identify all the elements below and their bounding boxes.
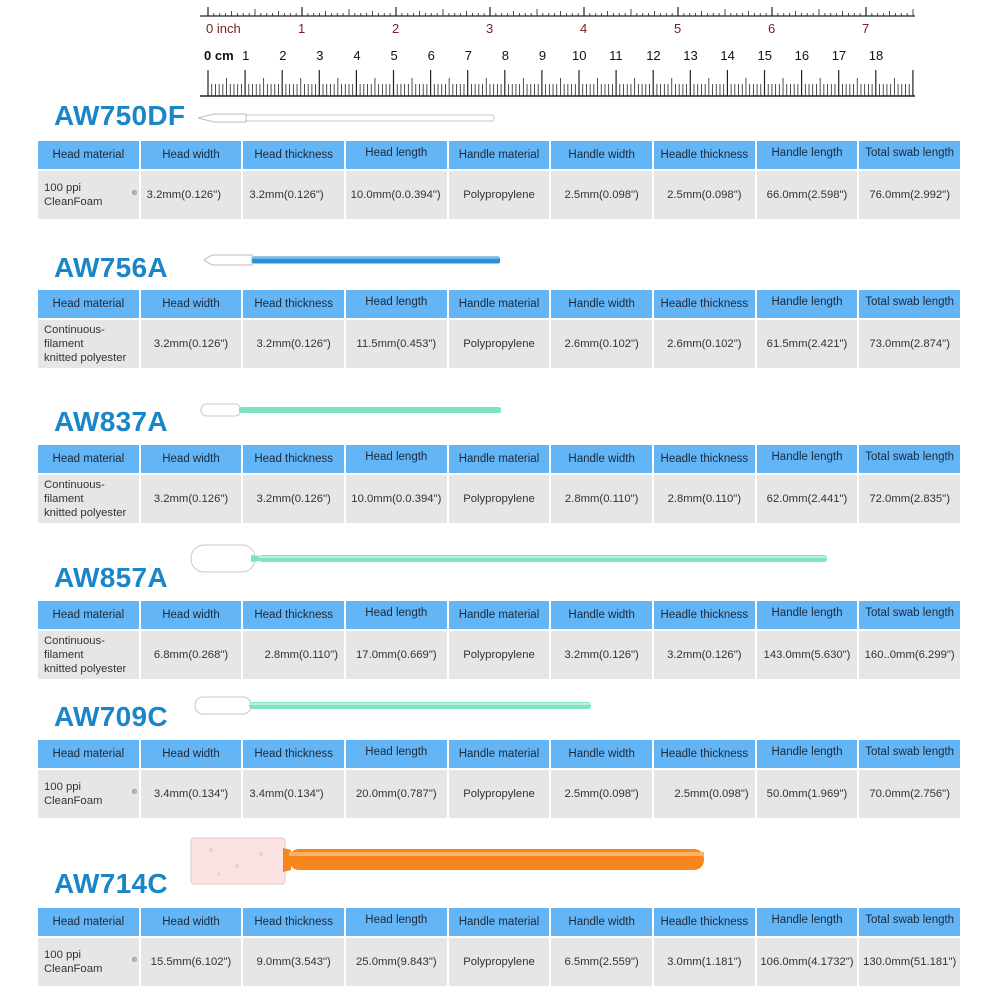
- value-head-width: 3.2mm(0.126"): [141, 171, 242, 219]
- value-total-length: 160..0mm(6.299"): [859, 631, 960, 679]
- value-head-length: 10.0mm(0.0.394"): [346, 475, 447, 523]
- cm-tick-label: 12: [646, 48, 661, 63]
- swab-image: [189, 543, 831, 575]
- swab-image: [193, 695, 595, 717]
- header-head-width: Head width: [141, 290, 242, 318]
- inch-tick-label: 5: [674, 21, 682, 36]
- cm-zero-label: 0 cm: [204, 48, 234, 63]
- header-head-width: Head width: [141, 908, 242, 936]
- value-handle-width: 2.6mm(0.102"): [551, 320, 652, 368]
- header-head-material: Head material: [38, 740, 139, 768]
- cm-tick-label: 5: [390, 48, 398, 63]
- value-head-material: 100 ppi CleanFoam ®: [38, 171, 139, 219]
- spec-table: [38, 290, 960, 368]
- header-handle-length: Handle length: [757, 141, 858, 169]
- header-handle-length: Handle length: [757, 601, 858, 629]
- header-head-material: Head material: [38, 290, 139, 318]
- cm-tick-label: 14: [720, 48, 735, 63]
- spec-table: [38, 141, 960, 219]
- header-handle-width: Handle width: [551, 141, 652, 169]
- value-handle-thickness: 3.0mm(1.181"): [654, 938, 755, 986]
- value-handle-material: Polypropylene: [449, 770, 550, 818]
- value-handle-length: 62.0mm(2.441"): [757, 475, 858, 523]
- value-handle-width: 2.5mm(0.098"): [551, 171, 652, 219]
- value-handle-material: Polypropylene: [449, 320, 550, 368]
- product-model-title: AW750DF: [54, 100, 186, 131]
- product-model-title: AW756A: [54, 252, 168, 283]
- value-head-width: 6.8mm(0.268"): [141, 631, 242, 679]
- value-handle-thickness: 2.6mm(0.102"): [654, 320, 755, 368]
- value-handle-width: 2.8mm(0.110"): [551, 475, 652, 523]
- value-handle-length: 50.0mm(1.969"): [757, 770, 858, 818]
- value-head-material: Continuous-filament knitted polyester: [38, 631, 139, 679]
- value-handle-width: 6.5mm(2.559"): [551, 938, 652, 986]
- value-handle-material: Polypropylene: [449, 475, 550, 523]
- inch-tick-label: 1: [298, 21, 306, 36]
- header-head-material: Head material: [38, 445, 139, 473]
- value-head-length: 25.0mm(9.843"): [346, 938, 447, 986]
- header-handle-material: Handle material: [449, 141, 550, 169]
- value-head-thickness: 3.2mm(0.126"): [243, 475, 344, 523]
- cm-tick-label: 6: [427, 48, 435, 63]
- value-head-width: 3.4mm(0.134"): [141, 770, 242, 818]
- header-handle-length: Handle length: [757, 445, 858, 473]
- inch-tick-label: 6: [768, 21, 776, 36]
- header-head-material: Head material: [38, 141, 139, 169]
- value-handle-thickness: 3.2mm(0.126"): [654, 631, 755, 679]
- header-handle-width: Handle width: [551, 908, 652, 936]
- value-head-thickness: 9.0mm(3.543"): [243, 938, 344, 986]
- value-head-width: 3.2mm(0.126"): [141, 320, 242, 368]
- cm-tick-label: 9: [538, 48, 547, 63]
- header-head-length: Head length: [346, 141, 447, 169]
- product-model-title: AW857A: [54, 562, 168, 593]
- cm-tick-label: 4: [353, 48, 361, 63]
- header-head-length: Head length: [346, 740, 447, 768]
- header-head-length: Head length: [346, 601, 447, 629]
- header-head-thickness: Head thickness: [243, 908, 344, 936]
- header-handle-material: Handle material: [449, 290, 550, 318]
- value-handle-thickness: 2.5mm(0.098"): [654, 171, 755, 219]
- header-handle-material: Handle material: [449, 601, 550, 629]
- header-total-length: Total swab length: [859, 908, 960, 936]
- value-handle-length: 61.5mm(2.421"): [757, 320, 858, 368]
- header-head-thickness: Head thickness: [243, 740, 344, 768]
- header-head-material: Head material: [38, 601, 139, 629]
- header-total-length: Total swab length: [859, 445, 960, 473]
- product-model-title: AW709C: [54, 701, 168, 732]
- inch-tick-label: 4: [580, 21, 588, 36]
- header-head-length: Head length: [346, 445, 447, 473]
- measurement-ruler: [200, 0, 915, 97]
- cm-tick-label: 13: [683, 48, 698, 63]
- header-handle-thickness: Headle thickness: [654, 601, 755, 629]
- product-model-title: AW837A: [54, 406, 168, 437]
- value-head-length: 17.0mm(0.669"): [346, 631, 447, 679]
- inch-tick-label: 3: [486, 21, 494, 36]
- value-head-thickness: 2.8mm(0.110"): [243, 631, 344, 679]
- value-total-length: 76.0mm(2.992"): [859, 171, 960, 219]
- header-total-length: Total swab length: [859, 290, 960, 318]
- value-total-length: 73.0mm(2.874"): [859, 320, 960, 368]
- header-head-thickness: Head thickness: [243, 445, 344, 473]
- cm-tick-label: 17: [831, 48, 847, 63]
- value-total-length: 70.0mm(2.756"): [859, 770, 960, 818]
- header-handle-material: Handle material: [449, 908, 550, 936]
- cm-tick-label: 15: [757, 48, 772, 63]
- cm-tick-label: 18: [868, 48, 884, 63]
- header-handle-material: Handle material: [449, 740, 550, 768]
- header-handle-thickness: Headle thickness: [654, 141, 755, 169]
- cm-tick-label: 8: [501, 48, 510, 63]
- header-head-length: Head length: [346, 908, 447, 936]
- header-handle-width: Handle width: [551, 601, 652, 629]
- header-head-thickness: Head thickness: [243, 601, 344, 629]
- value-total-length: 72.0mm(2.835"): [859, 475, 960, 523]
- header-total-length: Total swab length: [859, 601, 960, 629]
- value-head-thickness: 3.2mm(0.126"): [243, 171, 344, 219]
- cm-tick-label: 3: [316, 48, 324, 63]
- header-head-width: Head width: [141, 445, 242, 473]
- cm-tick-label: 10: [572, 48, 587, 63]
- value-handle-length: 143.0mm(5.630"): [757, 631, 858, 679]
- spec-table: [38, 601, 960, 679]
- value-head-length: 20.0mm(0.787"): [346, 770, 447, 818]
- value-handle-material: Polypropylene: [449, 171, 550, 219]
- value-head-material: Continuous-filament knitted polyester: [38, 320, 139, 368]
- spec-table: [38, 740, 960, 818]
- spec-table: [38, 445, 960, 523]
- swab-image: [196, 110, 496, 126]
- header-head-width: Head width: [141, 601, 242, 629]
- header-handle-length: Handle length: [757, 908, 858, 936]
- header-total-length: Total swab length: [859, 141, 960, 169]
- value-head-material: 100 ppi CleanFoam ®: [38, 938, 139, 986]
- header-handle-thickness: Headle thickness: [654, 740, 755, 768]
- value-head-length: 10.0mm(0.0.394"): [346, 171, 447, 219]
- swab-image: [199, 401, 504, 419]
- header-handle-width: Handle width: [551, 445, 652, 473]
- value-handle-material: Polypropylene: [449, 938, 550, 986]
- value-head-material: 100 ppi CleanFoam ®: [38, 770, 139, 818]
- header-head-thickness: Head thickness: [243, 141, 344, 169]
- value-head-thickness: 3.2mm(0.126"): [243, 320, 344, 368]
- header-handle-thickness: Headle thickness: [654, 908, 755, 936]
- header-handle-width: Handle width: [551, 290, 652, 318]
- inch-tick-label: 7: [862, 21, 870, 36]
- cm-tick-label: 1: [242, 48, 250, 63]
- header-head-thickness: Head thickness: [243, 290, 344, 318]
- value-handle-length: 106.0mm(4.1732"): [757, 938, 858, 986]
- value-handle-width: 3.2mm(0.126"): [551, 631, 652, 679]
- value-handle-material: Polypropylene: [449, 631, 550, 679]
- cm-tick-label: 2: [279, 48, 287, 63]
- product-model-title: AW714C: [54, 868, 168, 899]
- value-handle-length: 66.0mm(2.598"): [757, 171, 858, 219]
- value-handle-thickness: 2.8mm(0.110"): [654, 475, 755, 523]
- header-handle-length: Handle length: [757, 290, 858, 318]
- value-handle-width: 2.5mm(0.098"): [551, 770, 652, 818]
- value-head-width: 15.5mm(6.102"): [141, 938, 242, 986]
- cm-tick-label: 16: [794, 48, 810, 63]
- inch-tick-label: 2: [392, 21, 400, 36]
- header-handle-thickness: Headle thickness: [654, 445, 755, 473]
- value-head-material: Continuous-filament knitted polyester: [38, 475, 139, 523]
- swab-image: [189, 836, 709, 886]
- swab-image: [202, 252, 504, 268]
- header-handle-thickness: Headle thickness: [654, 290, 755, 318]
- cm-tick-label: 11: [609, 48, 623, 63]
- header-handle-length: Handle length: [757, 740, 858, 768]
- value-total-length: 130.0mm(51.181"): [859, 938, 960, 986]
- header-head-length: Head length: [346, 290, 447, 318]
- header-head-material: Head material: [38, 908, 139, 936]
- header-head-width: Head width: [141, 740, 242, 768]
- header-handle-material: Handle material: [449, 445, 550, 473]
- spec-table: [38, 908, 960, 986]
- value-handle-thickness: 2.5mm(0.098"): [654, 770, 755, 818]
- header-head-width: Head width: [141, 141, 242, 169]
- header-total-length: Total swab length: [859, 740, 960, 768]
- header-handle-width: Handle width: [551, 740, 652, 768]
- cm-tick-label: 7: [464, 48, 472, 63]
- inch-zero-label: 0 inch: [206, 21, 241, 36]
- value-head-width: 3.2mm(0.126"): [141, 475, 242, 523]
- value-head-length: 11.5mm(0.453"): [346, 320, 447, 368]
- ruler-graphic: [200, 0, 915, 97]
- value-head-thickness: 3.4mm(0.134"): [243, 770, 344, 818]
